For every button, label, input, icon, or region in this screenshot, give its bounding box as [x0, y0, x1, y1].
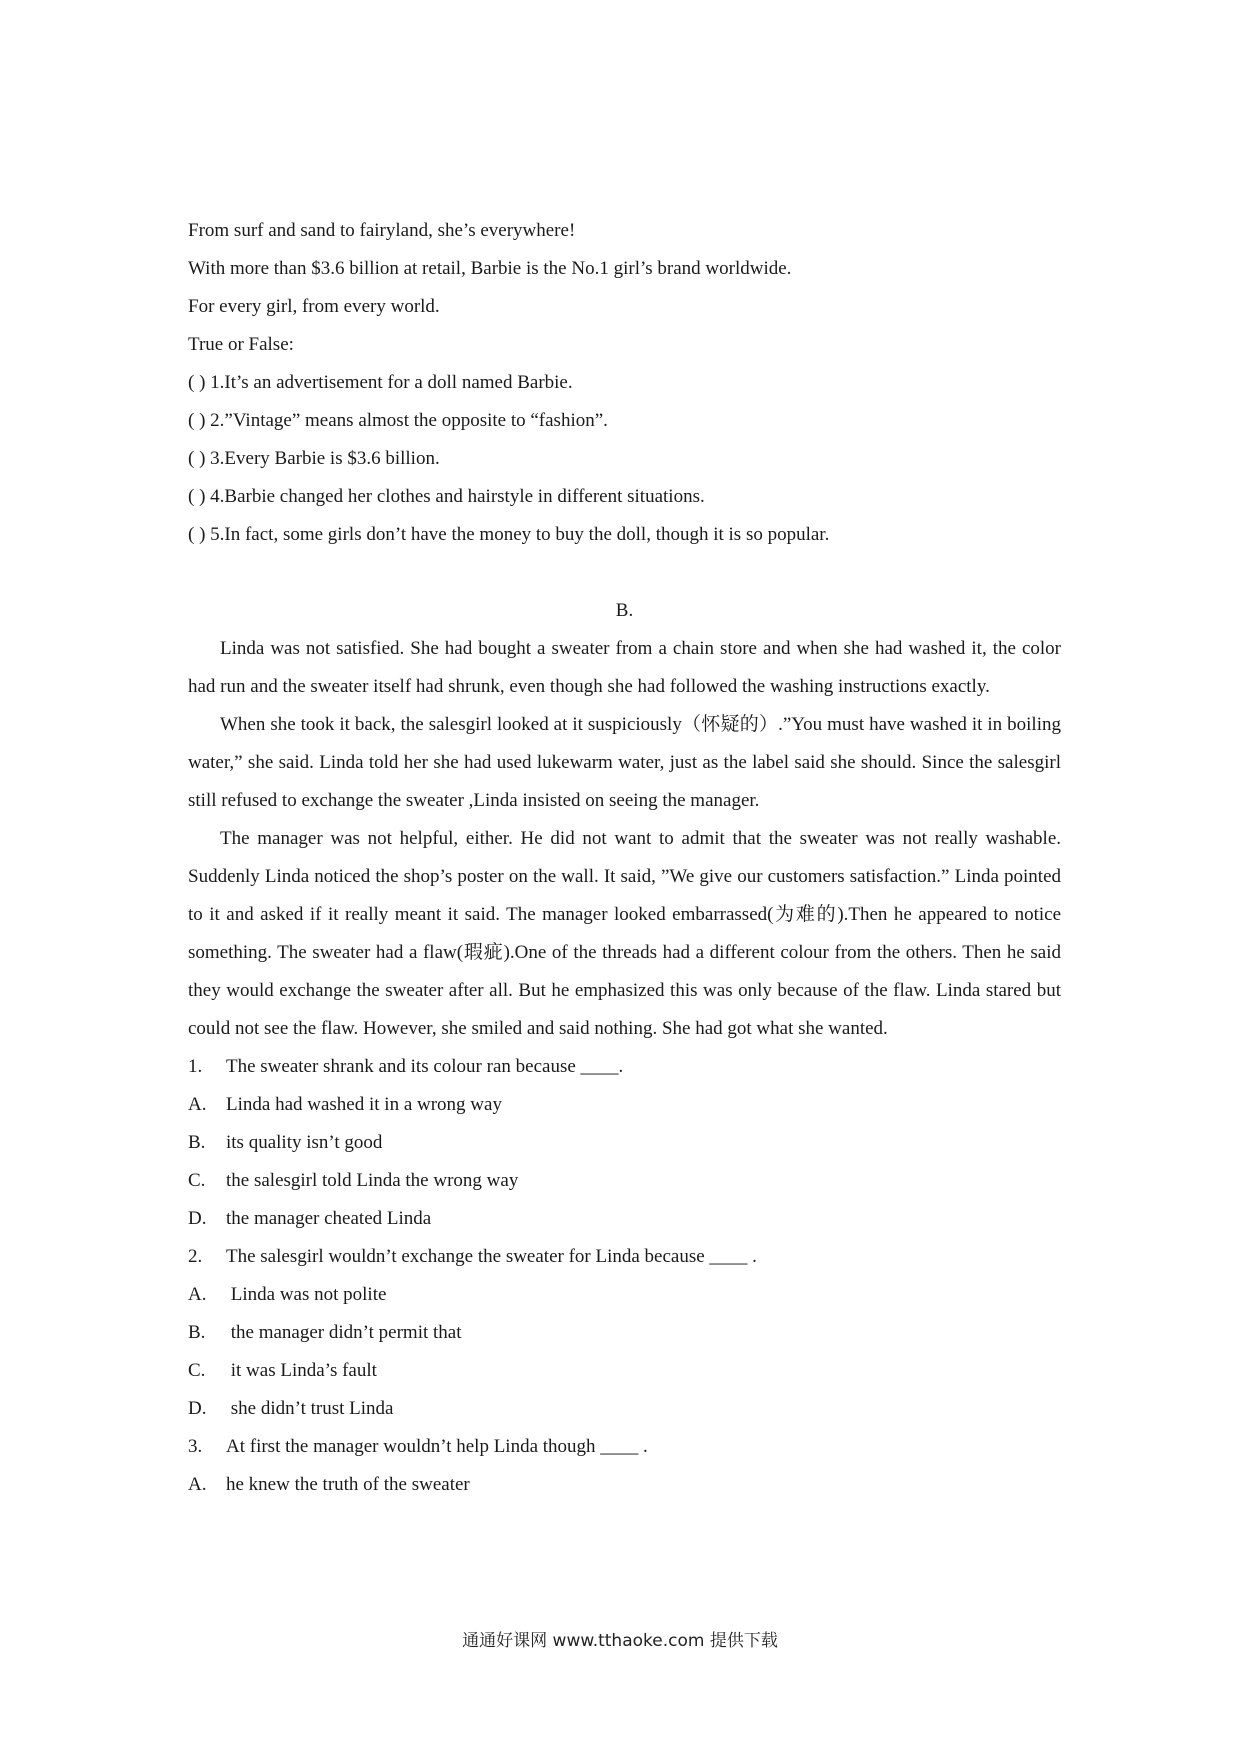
ad-text-line: With more than $3.6 billion at retail, Barbie is the No.1 girl’s brand worldwide. [188, 258, 792, 279]
option-text: the manager cheated Linda [226, 1208, 432, 1229]
option-text: Linda was not polite [226, 1284, 387, 1305]
answer-option [188, 1466, 1061, 1504]
question-text: The salesgirl wouldn’t exchange the sweater for Linda because ____ . [226, 1246, 757, 1267]
answer-option [188, 1314, 1061, 1352]
passage-paragraph: When she took it back, the salesgirl looked at it suspiciously（怀疑的）.”You must have washed it in boiling water,” she said. Linda told her she had used lukewarm water, just as the label said she should. Since the salesgirl still refused to exchange the sweater ,Linda insisted on seeing the manager. [188, 714, 1061, 811]
option-letter: A. [188, 1474, 207, 1495]
option-letter: B. [188, 1132, 206, 1153]
spacer [188, 554, 1061, 592]
option-text: its quality isn’t good [226, 1132, 383, 1153]
footer-watermark: 通通好课网 www.tthaoke.com 提供下载 [462, 1631, 778, 1651]
answer-option [188, 1086, 1061, 1124]
option-letter: C. [188, 1170, 206, 1191]
question-3 [188, 1428, 1061, 1466]
document-page [188, 212, 1061, 1504]
passage-paragraph: The manager was not helpful, either. He did not want to admit that the sweater was not really washable. Suddenly Linda noticed the shop’s poster on the wall. It said, ”We give our customers satisfaction.” Linda pointed to it and asked if it really meant it said. The manager looked embarrassed(为难的).Then he appeared to notice something. The sweater had a flaw(瑕疵).One of the threads had a different colour from the others. Then he said they would exchange the sweater after all. But he emphasized this was only because of the flaw. Linda stared but could not see the flaw. However, she smiled and said nothing. She had got what she wanted. [188, 828, 1061, 1039]
option-text: she didn’t trust Linda [226, 1398, 394, 1419]
option-text: the salesgirl told Linda the wrong way [226, 1170, 519, 1191]
passage-b [188, 630, 1061, 1048]
ad-text-line: For every girl, from every world. [188, 296, 440, 317]
true-false-item: ( ) 2.”Vintage” means almost the opposite to “fashion”. [188, 410, 608, 431]
answer-option [188, 1200, 1061, 1238]
option-text: he knew the truth of the sweater [226, 1474, 470, 1495]
question-1 [188, 1048, 1061, 1086]
question-2 [188, 1238, 1061, 1276]
question-text: The sweater shrank and its colour ran because ____. [226, 1056, 624, 1077]
question-number: 2. [188, 1246, 203, 1267]
answer-option [188, 1390, 1061, 1428]
option-letter: D. [188, 1398, 207, 1419]
intro-section [188, 212, 1061, 554]
true-false-item: ( ) 4.Barbie changed her clothes and hairstyle in different situations. [188, 486, 705, 507]
true-false-item: ( ) 3.Every Barbie is $3.6 billion. [188, 448, 440, 469]
questions-list [188, 1048, 1061, 1504]
option-text: it was Linda’s fault [226, 1360, 377, 1381]
question-text: At first the manager wouldn’t help Linda though ____ . [226, 1436, 648, 1457]
question-number: 3. [188, 1436, 203, 1457]
option-letter: D. [188, 1208, 207, 1229]
option-letter: B. [188, 1322, 206, 1343]
option-letter: A. [188, 1094, 207, 1115]
option-text: Linda had washed it in a wrong way [226, 1094, 502, 1115]
option-letter: A. [188, 1284, 207, 1305]
true-false-heading: True or False: [188, 334, 294, 355]
answer-option [188, 1162, 1061, 1200]
answer-option [188, 1276, 1061, 1314]
question-number: 1. [188, 1056, 203, 1077]
answer-option [188, 1124, 1061, 1162]
option-letter: C. [188, 1360, 206, 1381]
answer-option [188, 1352, 1061, 1390]
true-false-item: ( ) 1.It’s an advertisement for a doll named Barbie. [188, 372, 573, 393]
section-b-heading: B. [615, 600, 634, 621]
ad-text-line: From surf and sand to fairyland, she’s everywhere! [188, 220, 576, 241]
option-text: the manager didn’t permit that [226, 1322, 462, 1343]
passage-paragraph: Linda was not satisfied. She had bought a sweater from a chain store and when she had washed it, the color had run and the sweater itself had shrunk, even though she had followed the washing instructions exactly. [188, 638, 1061, 697]
true-false-item: ( ) 5.In fact, some girls don’t have the money to buy the doll, though it is so popular. [188, 524, 830, 545]
